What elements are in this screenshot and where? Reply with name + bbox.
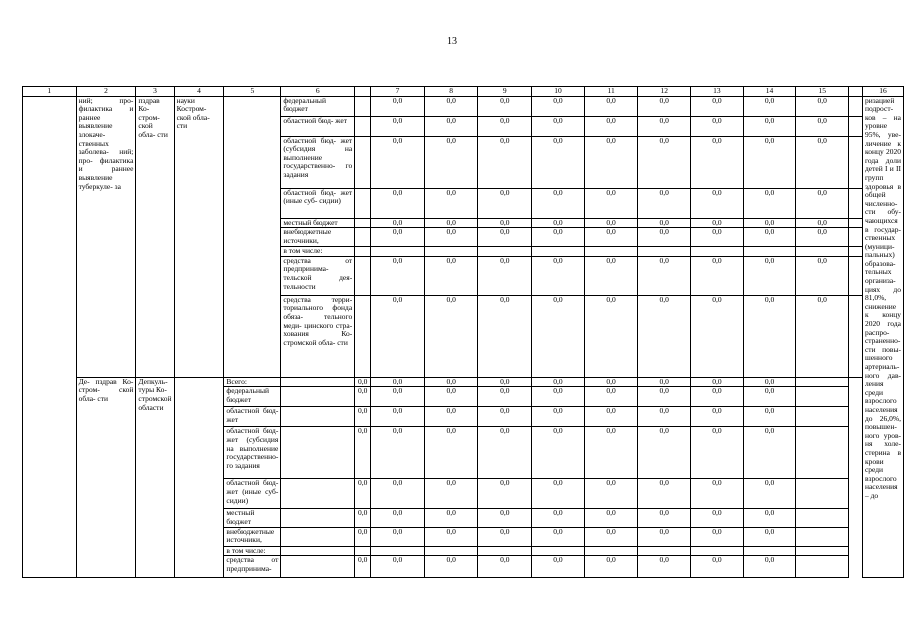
value-cell: 0,0: [691, 96, 744, 116]
value-cell: 0,0: [584, 228, 638, 247]
value-cell: 0,0: [532, 218, 585, 228]
spacer-cell: [849, 295, 863, 377]
value-cell: 0,0: [584, 256, 638, 295]
value-cell: 0,0: [691, 479, 744, 509]
table-body: [23, 87, 904, 578]
funding-source-label: местный бюджет: [224, 509, 281, 527]
spacer-cell: [849, 136, 863, 188]
value-cell: 0,0: [355, 556, 371, 578]
spacer-cell: [849, 116, 863, 136]
value-cell: [478, 247, 532, 257]
spacer-cell: [849, 228, 863, 247]
value-cell: 0,0: [355, 479, 371, 509]
value-cell: 0,0: [584, 556, 638, 578]
value-cell: 0,0: [638, 509, 691, 527]
header-cell: 16: [862, 87, 903, 97]
spacer-cell: [355, 136, 371, 188]
value-cell: 0,0: [743, 387, 796, 407]
value-cell: 0,0: [424, 96, 478, 116]
funding-source-label: областной бюд- жет: [224, 407, 281, 427]
spacer-cell: [281, 509, 355, 527]
header-cell: 6: [281, 87, 355, 97]
header-cell: 2: [76, 87, 136, 97]
value-cell: 0,0: [355, 527, 371, 546]
header-cell: 12: [638, 87, 691, 97]
spacer-cell: [796, 527, 849, 546]
value-cell: 0,0: [424, 116, 478, 136]
value-cell: [638, 247, 691, 257]
value-cell: 0,0: [796, 188, 849, 218]
header-cell: 8: [424, 87, 478, 97]
spacer-cell: [355, 96, 371, 116]
value-cell: [424, 247, 478, 257]
value-cell: 0,0: [743, 527, 796, 546]
funding-source-label: внебюджетные источники,: [281, 228, 355, 247]
cell-col5: [224, 96, 281, 377]
value-cell: 0,0: [743, 509, 796, 527]
value-cell: 0,0: [532, 116, 585, 136]
value-cell: 0,0: [743, 96, 796, 116]
value-cell: 0,0: [743, 377, 796, 387]
value-cell: 0,0: [478, 96, 532, 116]
spacer-cell: [281, 427, 355, 479]
cell-col4: науки Костром- ской обла- сти: [174, 96, 224, 377]
value-cell: 0,0: [743, 427, 796, 479]
value-cell: [584, 247, 638, 257]
value-cell: 0,0: [691, 377, 744, 387]
value-cell: 0,0: [691, 188, 744, 218]
value-cell: 0,0: [478, 556, 532, 578]
value-cell: [371, 247, 425, 257]
value-cell: 0,0: [424, 427, 478, 479]
value-cell: 0,0: [584, 218, 638, 228]
value-cell: 0,0: [478, 116, 532, 136]
value-cell: 0,0: [532, 527, 585, 546]
value-cell: 0,0: [371, 377, 425, 387]
value-cell: [532, 247, 585, 257]
value-cell: [424, 546, 478, 556]
header-cell: 4: [174, 87, 224, 97]
value-cell: 0,0: [691, 527, 744, 546]
value-cell: 0,0: [691, 556, 744, 578]
value-cell: 0,0: [355, 377, 371, 387]
value-cell: [796, 247, 849, 257]
value-cell: 0,0: [584, 427, 638, 479]
header-cell: 7: [371, 87, 425, 97]
value-cell: 0,0: [478, 256, 532, 295]
header-cell: 15: [796, 87, 849, 97]
value-cell: 0,0: [532, 295, 585, 377]
value-cell: 0,0: [584, 96, 638, 116]
header-cell: 13: [691, 87, 744, 97]
value-cell: 0,0: [371, 427, 425, 479]
value-cell: 0,0: [691, 407, 744, 427]
value-cell: 0,0: [638, 527, 691, 546]
value-cell: 0,0: [638, 377, 691, 387]
spacer-cell: [849, 218, 863, 228]
funding-source-label: областной бюд- жет (иные суб- сидии): [281, 188, 355, 218]
cell-col3: пздрав Ко- стром- ской обла- сти: [136, 96, 174, 377]
spacer-cell: [796, 546, 849, 556]
value-cell: 0,0: [584, 116, 638, 136]
spacer-cell: [355, 218, 371, 228]
value-cell: 0,0: [796, 136, 849, 188]
value-cell: 0,0: [532, 188, 585, 218]
value-cell: 0,0: [424, 295, 478, 377]
spacer-cell: [355, 256, 371, 295]
header-cell: 1: [23, 87, 77, 97]
cell-col4: Депкуль- туры Ко- стромской области: [136, 377, 174, 577]
funding-source-label: в том числе:: [281, 247, 355, 257]
value-cell: 0,0: [478, 407, 532, 427]
value-cell: 0,0: [743, 228, 796, 247]
value-cell: 0,0: [691, 295, 744, 377]
value-cell: 0,0: [532, 407, 585, 427]
value-cell: 0,0: [638, 96, 691, 116]
spacer-cell: [796, 509, 849, 527]
value-cell: 0,0: [478, 295, 532, 377]
value-cell: 0,0: [584, 387, 638, 407]
value-cell: 0,0: [532, 377, 585, 387]
cell-col16: ризацией подрост- ков – на уровне 95%, уве- личение к концу 2020 года доли детей I и II групп здоровья в общей численно- сти обу- чающихся в государ- ственных (муници- пальных) образова- тельных организа- циях до 81,0%, снижение к концу 2020 года распро- страненно- сти повы- шенного артериаль- ного дав- ления среди взрослого населения до 26,0%, повышен- ного уров- ня холе- стерина в крови среди взрослого населения – до: [862, 96, 903, 578]
value-cell: [638, 546, 691, 556]
value-cell: 0,0: [478, 188, 532, 218]
value-cell: 0,0: [691, 218, 744, 228]
funding-source-label: областной бюд- жет (иные суб- сидии): [224, 479, 281, 509]
funding-source-label: в том числе:: [224, 546, 281, 556]
value-cell: 0,0: [355, 427, 371, 479]
value-cell: 0,0: [743, 136, 796, 188]
value-cell: 0,0: [638, 188, 691, 218]
spacer-cell: [281, 546, 355, 556]
value-cell: [691, 546, 744, 556]
value-cell: 0,0: [424, 228, 478, 247]
value-cell: 0,0: [532, 136, 585, 188]
funding-source-label: средства от предпринима-: [224, 556, 281, 578]
value-cell: 0,0: [691, 387, 744, 407]
funding-source-label: областной бюд- жет (субсидия на выполнение государственно- го задания: [224, 427, 281, 479]
value-cell: 0,0: [584, 377, 638, 387]
table-row: [23, 96, 904, 116]
cell-col3: Де- пздрав Ко- стром- ской обла- сти: [76, 377, 136, 577]
value-cell: 0,0: [796, 96, 849, 116]
spacer-cell: [355, 188, 371, 218]
spacer-cell: [849, 188, 863, 218]
value-cell: 0,0: [355, 509, 371, 527]
spacer-cell: [281, 527, 355, 546]
value-cell: 0,0: [371, 387, 425, 407]
value-cell: 0,0: [796, 116, 849, 136]
value-cell: 0,0: [743, 479, 796, 509]
value-cell: 0,0: [691, 256, 744, 295]
program-table: [22, 86, 904, 578]
value-cell: 0,0: [638, 136, 691, 188]
funding-source-label: средства от предпринима- тельской дея- тельности: [281, 256, 355, 295]
spacer-cell: [281, 387, 355, 407]
value-cell: 0,0: [371, 407, 425, 427]
funding-source-label: местный бюджет: [281, 218, 355, 228]
value-cell: 0,0: [584, 527, 638, 546]
value-cell: 0,0: [584, 407, 638, 427]
spacer-cell: [355, 228, 371, 247]
header-cell: 3: [136, 87, 174, 97]
funding-source-label: областной бюд- жет (субсидия на выполнение государственно- го задания: [281, 136, 355, 188]
value-cell: 0,0: [424, 387, 478, 407]
value-cell: 0,0: [638, 218, 691, 228]
value-cell: 0,0: [532, 509, 585, 527]
value-cell: [371, 546, 425, 556]
value-cell: 0,0: [691, 509, 744, 527]
value-cell: 0,0: [638, 116, 691, 136]
value-cell: 0,0: [638, 387, 691, 407]
cell-col2: ний; про- филактика и раннее выявление злокаче- ственных заболева- ний; про- филактика и раннее выявление туберкуле- за: [76, 96, 136, 377]
value-cell: 0,0: [478, 427, 532, 479]
value-cell: 0,0: [478, 377, 532, 387]
value-cell: 0,0: [584, 509, 638, 527]
value-cell: 0,0: [371, 295, 425, 377]
spacer-cell: [281, 407, 355, 427]
value-cell: [691, 247, 744, 257]
value-cell: 0,0: [532, 96, 585, 116]
value-cell: 0,0: [691, 228, 744, 247]
value-cell: 0,0: [424, 136, 478, 188]
value-cell: 0,0: [478, 527, 532, 546]
spacer-cell: [849, 96, 863, 116]
value-cell: 0,0: [478, 136, 532, 188]
spacer-cell: [281, 556, 355, 578]
value-cell: 0,0: [532, 479, 585, 509]
spacer-cell: [281, 377, 355, 387]
cell-col5: [174, 377, 224, 577]
value-cell: 0,0: [691, 136, 744, 188]
spacer-cell: [796, 407, 849, 427]
value-cell: 0,0: [584, 136, 638, 188]
value-cell: 0,0: [796, 256, 849, 295]
value-cell: 0,0: [371, 136, 425, 188]
value-cell: 0,0: [691, 116, 744, 136]
value-cell: 0,0: [371, 116, 425, 136]
value-cell: 0,0: [371, 188, 425, 218]
value-cell: 0,0: [371, 96, 425, 116]
value-cell: 0,0: [371, 509, 425, 527]
value-cell: 0,0: [424, 377, 478, 387]
spacer-cell: [355, 116, 371, 136]
value-cell: 0,0: [424, 556, 478, 578]
header-cell: 5: [224, 87, 281, 97]
funding-source-label: федеральный бюджет: [281, 96, 355, 116]
page-number: 13: [447, 36, 457, 47]
value-cell: 0,0: [424, 527, 478, 546]
value-cell: 0,0: [478, 218, 532, 228]
spacer-cell: [355, 247, 371, 257]
value-cell: 0,0: [371, 527, 425, 546]
value-cell: 0,0: [743, 256, 796, 295]
value-cell: 0,0: [691, 427, 744, 479]
header-cell: 14: [743, 87, 796, 97]
spacer-cell: [796, 479, 849, 509]
value-cell: 0,0: [638, 228, 691, 247]
table-row: [23, 377, 904, 387]
value-cell: 0,0: [371, 218, 425, 228]
value-cell: 0,0: [371, 256, 425, 295]
header-cell: [355, 87, 371, 97]
value-cell: 0,0: [743, 407, 796, 427]
value-cell: 0,0: [796, 295, 849, 377]
header-cell: [849, 87, 863, 97]
value-cell: 0,0: [371, 556, 425, 578]
value-cell: 0,0: [478, 228, 532, 247]
value-cell: 0,0: [478, 387, 532, 407]
value-cell: 0,0: [584, 479, 638, 509]
value-cell: [478, 546, 532, 556]
value-cell: [532, 546, 585, 556]
value-cell: 0,0: [638, 479, 691, 509]
value-cell: 0,0: [424, 256, 478, 295]
funding-source-label: федеральный бюджет: [224, 387, 281, 407]
value-cell: 0,0: [584, 188, 638, 218]
funding-source-label: средства терри- ториального фонда обяза- тельного меди- цинского стра- хования Ко- стромской обла- сти: [281, 295, 355, 377]
funding-source-label: областной бюд- жет: [281, 116, 355, 136]
value-cell: 0,0: [638, 556, 691, 578]
header-cell: 9: [478, 87, 532, 97]
value-cell: 0,0: [371, 228, 425, 247]
value-cell: 0,0: [796, 228, 849, 247]
value-cell: 0,0: [743, 188, 796, 218]
value-cell: 0,0: [478, 509, 532, 527]
value-cell: 0,0: [743, 218, 796, 228]
cell-col1: [23, 96, 77, 578]
spacer-cell: [281, 479, 355, 509]
value-cell: 0,0: [355, 387, 371, 407]
value-cell: 0,0: [743, 556, 796, 578]
value-cell: 0,0: [638, 295, 691, 377]
value-cell: 0,0: [796, 218, 849, 228]
funding-source-label: Всего:: [224, 377, 281, 387]
value-cell: 0,0: [424, 479, 478, 509]
value-cell: 0,0: [424, 407, 478, 427]
value-cell: 0,0: [424, 509, 478, 527]
value-cell: 0,0: [424, 188, 478, 218]
value-cell: 0,0: [532, 556, 585, 578]
spacer-cell: [849, 247, 863, 257]
value-cell: 0,0: [371, 479, 425, 509]
header-cell: 10: [532, 87, 585, 97]
header-cell: 11: [584, 87, 638, 97]
value-cell: 0,0: [638, 427, 691, 479]
spacer-cell: [796, 556, 849, 578]
spacer-cell: [796, 427, 849, 479]
value-cell: 0,0: [532, 387, 585, 407]
spacer-cell: [849, 256, 863, 295]
value-cell: 0,0: [743, 116, 796, 136]
value-cell: [355, 546, 371, 556]
value-cell: 0,0: [532, 427, 585, 479]
value-cell: 0,0: [424, 218, 478, 228]
table-header-row: [23, 87, 904, 97]
value-cell: [743, 546, 796, 556]
value-cell: 0,0: [743, 295, 796, 377]
value-cell: 0,0: [638, 256, 691, 295]
spacer-cell: [796, 387, 849, 407]
value-cell: 0,0: [355, 407, 371, 427]
value-cell: [743, 247, 796, 257]
funding-source-label: внебюджетные источники,: [224, 527, 281, 546]
value-cell: 0,0: [532, 228, 585, 247]
value-cell: 0,0: [638, 407, 691, 427]
spacer-cell: [796, 377, 849, 387]
value-cell: 0,0: [584, 295, 638, 377]
value-cell: 0,0: [532, 256, 585, 295]
spacer-cell: [355, 295, 371, 377]
value-cell: [584, 546, 638, 556]
value-cell: 0,0: [478, 479, 532, 509]
